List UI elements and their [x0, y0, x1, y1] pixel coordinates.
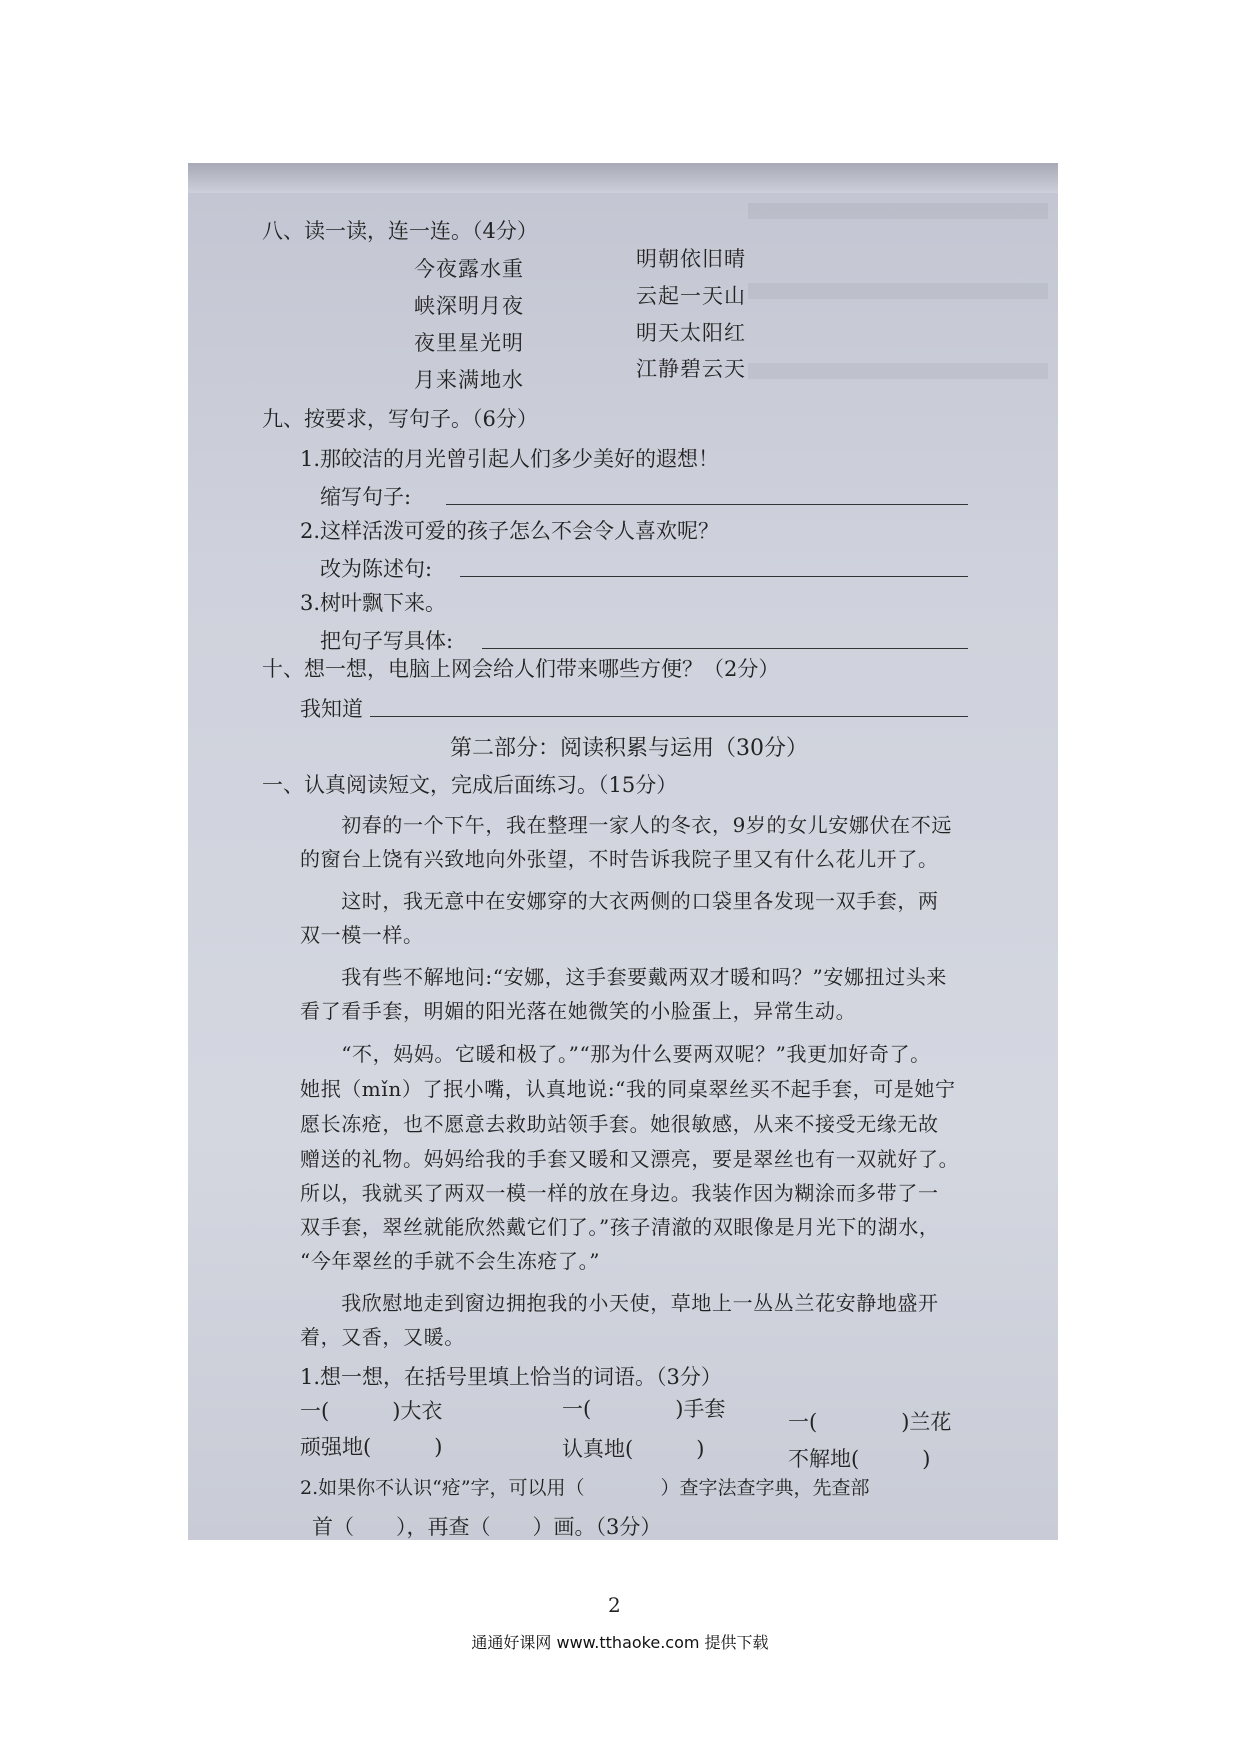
poem-left-3: 夜里星光明 [414, 331, 524, 355]
sec10-prompt: 我知道 [300, 697, 363, 721]
passage-line: 双一模一样。 [300, 923, 424, 947]
bleed-through [748, 283, 1048, 299]
answer-line[interactable] [460, 576, 968, 577]
poem-right-1: 明朝依旧晴 [636, 247, 746, 271]
download-footer: 通通好课网 www.tthaoke.com 提供下载 [471, 1633, 769, 1652]
section-9-title: 九、按要求，写句子。（6分） [262, 407, 538, 431]
answer-line[interactable] [482, 648, 968, 649]
exercise-2-line-1: 2.如果你不认识“疮”字，可以用（ ）查字法查字典，先查部 [300, 1477, 870, 1499]
scanned-exam-page [188, 163, 1058, 1617]
passage-line: 的窗台上饶有兴致地向外张望，不时告诉我院子里又有什么花儿开了。 [300, 847, 939, 871]
answer-line[interactable] [446, 504, 968, 505]
exercise-1-item[interactable]: 一( )手套 [562, 1397, 726, 1421]
answer-line[interactable] [370, 716, 968, 717]
reading-question-1-title: 一、认真阅读短文，完成后面练习。（15分） [262, 773, 678, 797]
passage-line: 初春的一个下午，我在整理一家人的冬衣，9岁的女儿安娜伏在不远 [300, 813, 952, 837]
sec9-q3-prompt: 把句子写具体: [320, 629, 454, 653]
passage-line: 所以，我就买了两双一模一样的放在身边。我装作因为糊涂而多带了一 [300, 1181, 939, 1205]
exercise-1-title: 1.想一想，在括号里填上恰当的词语。（3分） [300, 1365, 722, 1389]
page-number: 2 [608, 1593, 621, 1617]
passage-line: 愿长冻疮，也不愿意去救助站领手套。她很敏感，从来不接受无缘无故 [300, 1112, 939, 1136]
sec9-q2-prompt: 改为陈述句: [320, 557, 433, 581]
poem-left-2: 峡深明月夜 [414, 294, 524, 318]
poem-right-2: 云起一天山 [636, 284, 746, 308]
sec9-q1-prompt: 缩写句子: [320, 485, 412, 509]
page-top-shadow [188, 163, 1058, 193]
section-8-title: 八、读一读，连一连。（4分） [262, 219, 538, 243]
passage-line: 看了看手套，明媚的阳光落在她微笑的小脸蛋上，异常生动。 [300, 999, 857, 1023]
exercise-1-item[interactable]: 一( )兰花 [788, 1410, 952, 1434]
passage-line: 我有些不解地问:“安娜，这手套要戴两双才暖和吗？”安娜扭过头来 [300, 965, 947, 989]
passage-line: 赠送的礼物。妈妈给我的手套又暖和又漂亮，要是翠丝也有一双就好了。 [300, 1147, 960, 1171]
exercise-1-item[interactable]: 顽强地( ) [300, 1435, 443, 1459]
passage-line: 她抿（mǐn）了抿小嘴，认真地说:“我的同桌翠丝买不起手套，可是她宁 [300, 1077, 956, 1101]
bleed-through [748, 363, 1048, 379]
passage-line: “不，妈妈。它暖和极了。”“那为什么要两双呢？”我更加好奇了。 [300, 1042, 931, 1066]
exercise-1-item[interactable]: 认真地( ) [562, 1437, 705, 1461]
poem-right-3: 明天太阳红 [636, 321, 746, 345]
section-10-title: 十、想一想，电脑上网会给人们带来哪些方便？（2分） [262, 657, 780, 681]
exercise-2-line-2: 首（ ），再查（ ）画。（3分） [312, 1515, 662, 1539]
passage-line: 着，又香，又暖。 [300, 1325, 465, 1349]
sec9-question-3: 3.树叶飘下来。 [300, 591, 447, 615]
passage-line: 我欣慰地走到窗边拥抱我的小天使，草地上一丛丛兰花安静地盛开 [300, 1291, 939, 1315]
poem-left-4: 月来满地水 [414, 368, 524, 392]
passage-line: “今年翠丝的手就不会生冻疮了。” [300, 1249, 601, 1273]
sec9-question-2: 2.这样活泼可爱的孩子怎么不会令人喜欢呢？ [300, 519, 720, 543]
part-2-title: 第二部分：阅读积累与运用（30分） [450, 736, 808, 761]
passage-line: 双手套，翠丝就能欣然戴它们了。”孩子清澈的双眼像是月光下的湖水， [300, 1215, 940, 1239]
sec9-question-1: 1.那皎洁的月光曾引起人们多少美好的遐想！ [300, 447, 720, 471]
exercise-1-item[interactable]: 一( )大衣 [300, 1399, 443, 1423]
bleed-through [748, 203, 1048, 219]
passage-line: 这时，我无意中在安娜穿的大衣两侧的口袋里各发现一双手套，两 [300, 889, 939, 913]
poem-left-1: 今夜露水重 [414, 257, 524, 281]
poem-right-4: 江静碧云天 [636, 357, 746, 381]
exercise-1-item[interactable]: 不解地( ) [788, 1447, 931, 1471]
